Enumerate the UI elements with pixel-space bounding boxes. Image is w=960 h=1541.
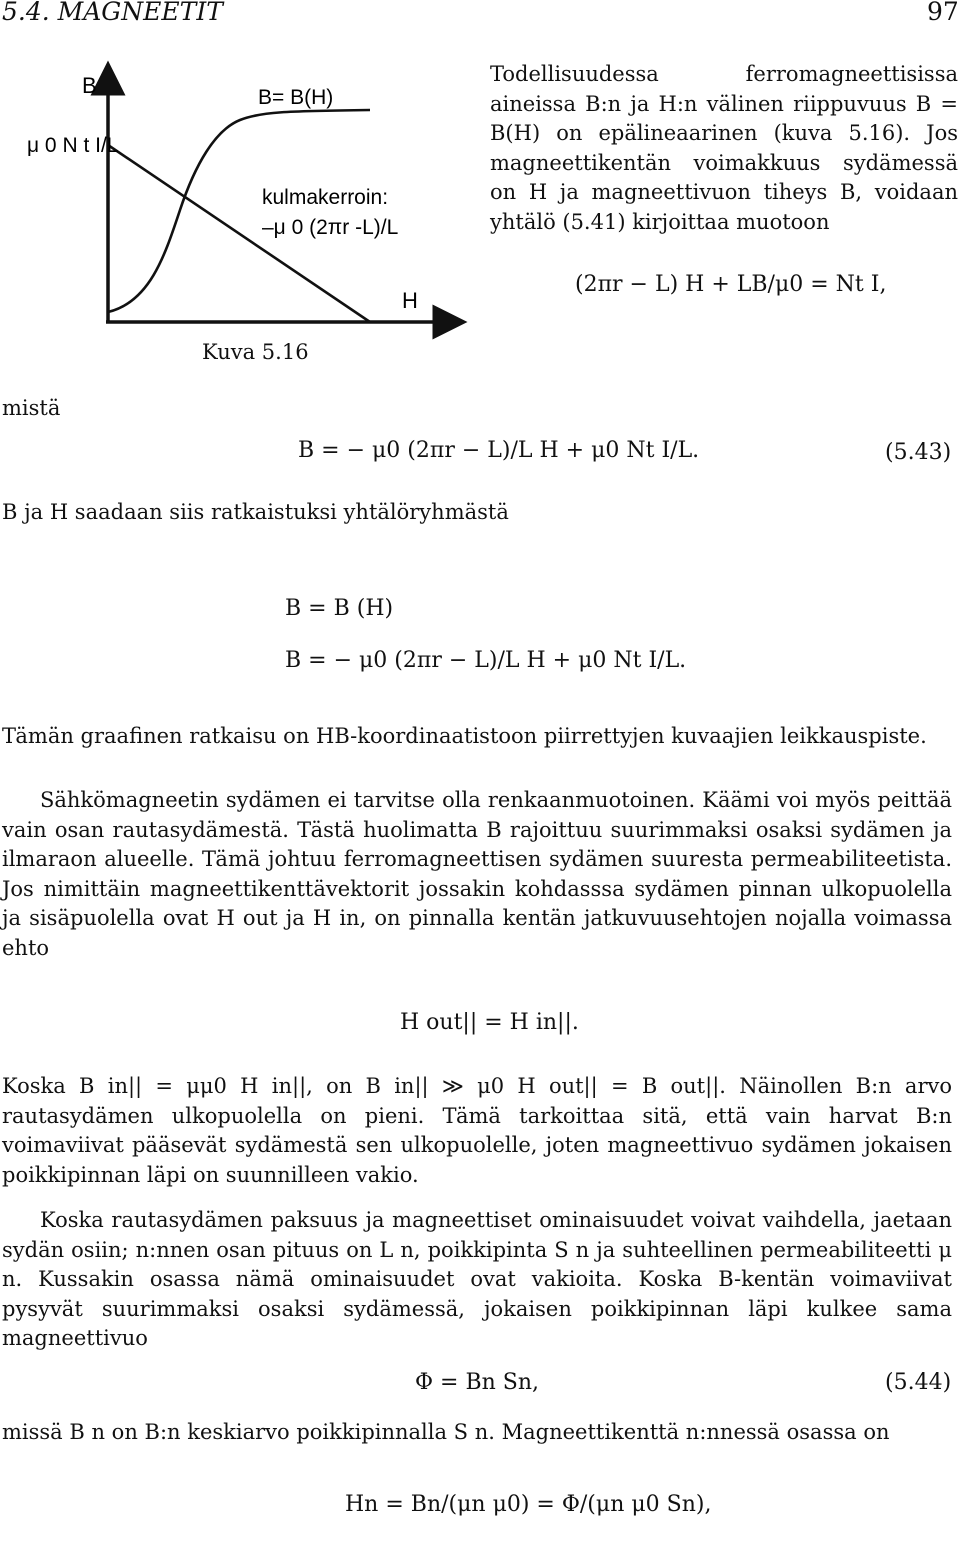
y-intercept-label: μ 0 N t I/L	[27, 134, 119, 157]
curve-label: B= B(H)	[258, 86, 334, 109]
system-equation-1: B = B (H)	[285, 596, 394, 621]
page-number: 97	[927, 0, 959, 26]
figure-caption: Kuva 5.16	[202, 340, 309, 364]
x-axis-label: H	[402, 288, 418, 313]
paragraph-missa: missä B n on B:n keskiarvo poikkipinnalla S n. Magneettikenttä n:nnessä osassa on	[2, 1420, 890, 1444]
equation-5-44: Φ = Bn Sn,	[415, 1370, 540, 1395]
text-b-ja-h: B ja H saadaan siis ratkaistuksi yhtälöryhmästä	[2, 500, 509, 524]
system-equation-2: B = − μ0 (2πr − L)/L H + μ0 Nt I/L.	[285, 648, 687, 673]
slope-label-line2: –μ 0 (2πr -L)/L	[262, 216, 399, 239]
equation-hn: Hn = Bn/(μn μ0) = Φ/(μn μ0 Sn),	[345, 1492, 712, 1517]
paragraph-electromagnet-core: Sähkömagneetin sydämen ei tarvitse olla renkaanmuotoinen. Käämi voi myös peittää vain osan rautasydämestä. Tästä huolimatta B rajoittuu suurimmaksi osaksi sydämen ja ilmaraon alueelle. Tämä johtuu ferromagneettisen sydämen suuresta permeabiliteetista. Jos nimittäin magneettikenttävektorit jossakin kohdasssa sydämen pinnan ulkopuolella ja sisäpuolella ovat H out ja H in, on pinnalla kentän jatkuvuusehtojen nojalla voimassa ehto	[2, 788, 952, 960]
text-mista: mistä	[2, 396, 61, 420]
equation-number-5-44: (5.44)	[885, 1370, 952, 1395]
equation-5-43: B = − μ0 (2πr − L)/L H + μ0 Nt I/L.	[298, 438, 700, 463]
bh-curve	[108, 110, 370, 312]
paragraph-graphical-solution: Tämän graafinen ratkaisu on HB-koordinaatistoon piirrettyjen kuvaajien leikkauspiste.	[2, 724, 927, 748]
paragraph-core-parts: Koska rautasydämen paksuus ja magneettiset ominaisuudet voivat vaihdella, jaetaan sydän osiin; n:nnen osan pituus on L n, poikkipinta S n ja suhteellinen permeabiliteetti μ n. Kussakin osassa nämä ominaisuudet ovat vakioita. Koska B-kentän voimaviivat pysyvät suurimmaksi osaksi sydämessä, jokaisen poikkipinnan läpi kulkee sama magneettivuo	[2, 1208, 952, 1350]
y-axis-label: B	[82, 73, 97, 98]
equation-number-5-43: (5.43)	[885, 440, 952, 465]
figure-bh-curve	[0, 40, 470, 380]
equation-continuity: H out|| = H in||.	[400, 1010, 579, 1035]
paragraph-intro: Todellisuudessa ferromagneettisissa aineissa B:n ja H:n välinen riippuvuus B = B(H) on epälineaarinen (kuva 5.16). Jos magneettikentän voimakkuus sydämessä on H ja magneettivuon tiheys B, voidaan yhtälö (5.41) kirjoittaa muotoon	[490, 62, 958, 234]
slope-label-line1: kulmakerroin:	[262, 186, 389, 209]
running-header: 5.4. MAGNEETIT	[2, 0, 223, 26]
paragraph-koska: Koska B in|| = μμ0 H in||, on B in|| ≫ μ0 H out|| = B out||. Näinollen B:n arvo rautasydämen ulkopuolella on pieni. Tämä tarkoittaa sitä, että vain harvat B:n voimaviivat pääsevät sydämestä sen ulkopuolelle, joten magneettivuo sydämen jokaisen poikkipinnan läpi on suunnilleen vakio.	[2, 1074, 952, 1187]
equation-5-41-rewritten: (2πr − L) H + LB/μ0 = Nt I,	[575, 272, 887, 297]
